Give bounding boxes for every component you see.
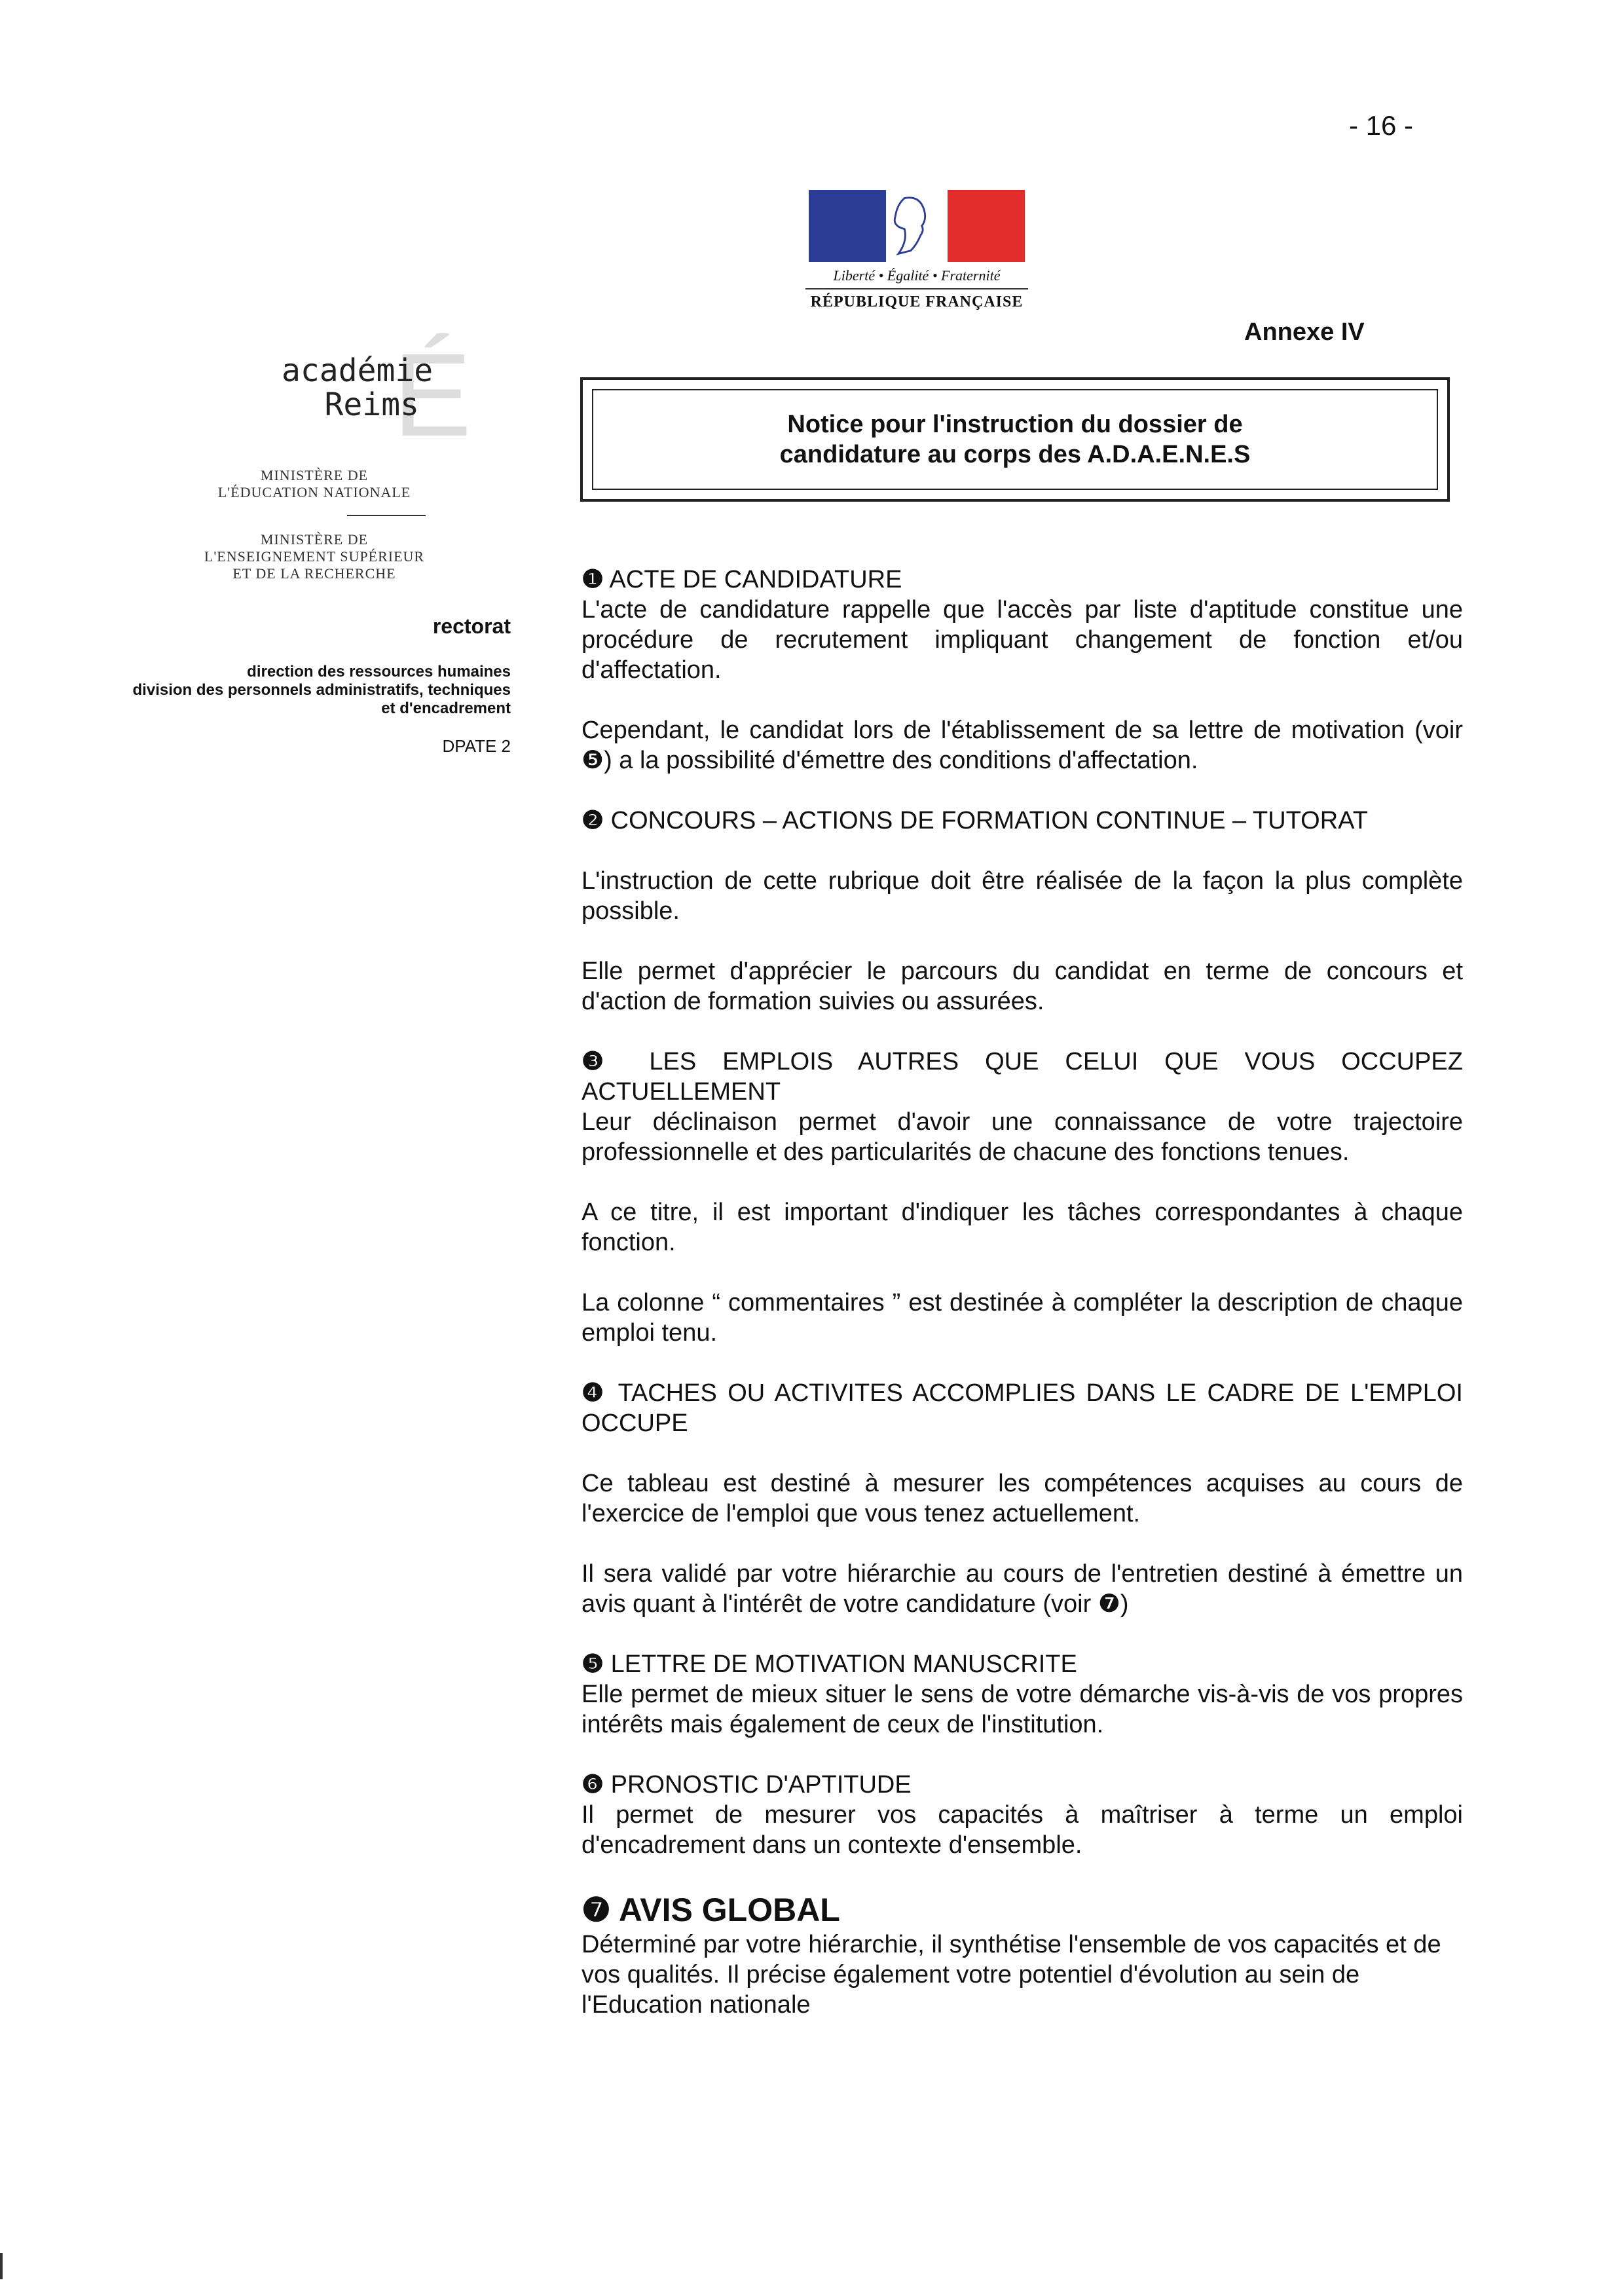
section-2-paragraph-1: L'instruction de cette rubrique doit être réalisée de la façon la plus complète possible. xyxy=(581,867,1463,925)
section-number-3: ❸ xyxy=(581,1048,623,1075)
direction-line1: direction des ressources humaines xyxy=(247,663,511,681)
section-number-7: ❼ xyxy=(581,1892,611,1928)
section-number-2: ❷ xyxy=(581,807,604,834)
section-number-4: ❹ xyxy=(581,1379,608,1407)
section-title-1: ACTE DE CANDIDATURE xyxy=(609,566,902,593)
section-heading-1 xyxy=(581,565,1463,595)
academy-logo xyxy=(282,352,434,423)
marianne-profile-icon xyxy=(886,190,948,262)
page-number: - 16 - xyxy=(1349,110,1414,141)
section-1-p2-text-b: ) a la possibilité d'émettre des conditions d'affectation. xyxy=(604,747,1198,774)
ministry-education-line2: L'ÉDUCATION NATIONALE xyxy=(217,484,411,500)
ministry-higher-line3: ET DE LA RECHERCHE xyxy=(232,565,396,582)
republic-name: RÉPUBLIQUE FRANÇAISE xyxy=(810,293,1024,310)
section-4-paragraph-1: Ce tableau est destiné à mesurer les compétences acquises au cours de l'exercice de l'emploi que vous tenez actuellement. xyxy=(581,1470,1463,1527)
section-3-paragraph-3: La colonne “ commentaires ” est destinée à compléter la description de chaque emploi tenu. xyxy=(581,1289,1463,1347)
section-3-paragraph-2: A ce titre, il est important d'indiquer les tâches correspondantes à chaque fonction. xyxy=(581,1199,1463,1256)
section-number-1: ❶ xyxy=(581,566,604,593)
section-4-paragraph-2 xyxy=(581,1559,1463,1619)
section-number-5: ❺ xyxy=(581,1651,604,1678)
tricolor-flag-icon xyxy=(809,190,1025,262)
section-2-paragraph-2: Elle permet d'apprécier le parcours du candidat en terme de concours et d'action de formation suivies ou assurées. xyxy=(581,958,1463,1015)
republique-francaise-logo xyxy=(805,190,1028,311)
section-heading-7 xyxy=(581,1890,1463,1930)
section-heading-3 xyxy=(581,1047,1463,1107)
academy-line1: académie xyxy=(282,352,434,389)
ministry-divider xyxy=(347,515,426,516)
academy-watermark-icon: É xyxy=(393,329,472,461)
section-1-p2-text-a: Cependant, le candidat lors de l'établissement de sa lettre de motivation (voir xyxy=(581,717,1463,744)
section-4-p2-text-a: Il sera validé par votre hiérarchie au cours de l'entretien destiné à émettre un avis quant à l'intérêt de votre candidature (voir xyxy=(581,1560,1463,1618)
section-heading-4 xyxy=(581,1378,1463,1438)
direction-line3: et d'encadrement xyxy=(381,700,511,717)
section-title-6: PRONOSTIC D'APTITUDE xyxy=(610,1771,912,1799)
dpate-label: DPATE 2 xyxy=(442,736,511,756)
section-7-paragraph-1: Déterminé par votre hiérarchie, il synthétise l'ensemble de vos capacités et de vos qualités. Il précise également votre potentiel d'évolution au sein de l'Education nationale xyxy=(581,1931,1441,2019)
notice-title-line2: candidature au corps des A.D.A.E.N.E.S xyxy=(779,441,1251,468)
section-title-2: CONCOURS – ACTIONS DE FORMATION CONTINUE – TUTORAT xyxy=(610,807,1368,834)
section-6-paragraph-1: Il permet de mesurer vos capacités à maîtriser à terme un emploi d'encadrement dans un contexte d'ensemble. xyxy=(581,1801,1463,1859)
section-5-paragraph-1: Elle permet de mieux situer le sens de votre démarche vis-à-vis de vos propres intérêts mais également de ceux de l'institution. xyxy=(581,1681,1463,1738)
section-title-7: AVIS GLOBAL xyxy=(618,1892,840,1928)
section-1-paragraph-1: L'acte de candidature rappelle que l'accès par liste d'aptitude constitue une procédure de recrutement impliquant changement de fonction et/ou d'affectation. xyxy=(581,596,1463,684)
scan-edge-mark xyxy=(0,2253,3,2279)
section-heading-5 xyxy=(581,1649,1463,1679)
section-1-paragraph-2 xyxy=(581,715,1463,775)
notice-title-line1: Notice pour l'instruction du dossier de xyxy=(787,411,1243,438)
section-heading-6 xyxy=(581,1770,1463,1800)
section-3-paragraph-1: Leur déclinaison permet d'avoir une connaissance de votre trajectoire professionnelle et des particularités de chacune des fonctions tenues. xyxy=(581,1108,1463,1166)
ministry-education-line1: MINISTÈRE DE xyxy=(260,467,369,483)
notice-body xyxy=(581,565,1463,2020)
section-title-5: LETTRE DE MOTIVATION MANUSCRITE xyxy=(610,1651,1077,1678)
section-4-p2-text-b: ) xyxy=(1120,1590,1129,1618)
republic-motto: Liberté • Égalité • Fraternité xyxy=(805,267,1028,289)
ministry-higher-line1: MINISTÈRE DE xyxy=(260,531,369,548)
notice-title-box xyxy=(580,377,1450,502)
ministry-education xyxy=(151,467,478,501)
section-ref-7: ❼ xyxy=(1098,1590,1120,1618)
rectorat-label: rectorat xyxy=(432,614,511,638)
direction-label xyxy=(52,663,511,718)
ministry-higher-education xyxy=(151,531,478,582)
section-number-6: ❻ xyxy=(581,1771,604,1799)
section-title-3: LES EMPLOIS AUTRES QUE CELUI QUE VOUS OCCUPEZ ACTUELLEMENT xyxy=(581,1048,1463,1106)
section-ref-5: ❺ xyxy=(581,747,604,774)
annexe-label: Annexe IV xyxy=(1244,318,1365,346)
section-heading-2 xyxy=(581,806,1463,836)
section-title-4: TACHES OU ACTIVITES ACCOMPLIES DANS LE CADRE DE L'EMPLOI OCCUPE xyxy=(581,1379,1463,1437)
direction-line2: division des personnels administratifs, techniques xyxy=(132,681,511,699)
ministry-higher-line2: L'ENSEIGNEMENT SUPÉRIEUR xyxy=(204,548,425,565)
academy-line2: Reims xyxy=(324,386,419,423)
